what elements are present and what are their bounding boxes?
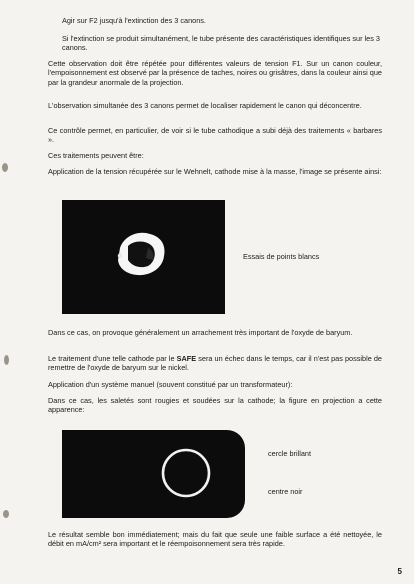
paper-stain — [3, 510, 9, 518]
paragraph-1: Agir sur F2 jusqu'à l'extinction des 3 canons. — [62, 16, 206, 25]
paragraph-12: Le résultat semble bon immédiatement; mais du fait que seule une faible surface a été nettoyée, le débit en mA/cm² sera important et le réempoisonnement sera très rapide. — [48, 530, 382, 549]
paper-stain — [4, 355, 9, 365]
figure-bright-ring — [62, 430, 245, 518]
white-spot-illustration — [62, 200, 225, 314]
page-number: 5 — [397, 567, 402, 576]
paragraph-4: L'observation simultanée des 3 canons permet de localiser rapidement le canon qui déconcentre. — [48, 101, 362, 110]
figure-2-caption-ring: cercle brillant — [268, 449, 311, 458]
safe-label: SAFE — [176, 354, 197, 363]
paragraph-7: Application de la tension récupérée sur le Wehnelt, cathode mise à la masse, l'image se présente ainsi: — [48, 167, 382, 176]
paper-stain — [2, 163, 8, 172]
paragraph-5: Ce contrôle permet, en particulier, de voir si le tube cathodique a subi déjà des traitements « barbares ». — [48, 126, 382, 145]
paragraph-9 — [48, 354, 382, 373]
paragraph-9-text-b: sera un échec dans le temps, car il n'est pas possible de remettre de l'oxyde de baryum sur le nickel. — [48, 354, 382, 373]
figure-white-spot — [62, 200, 225, 314]
figure-1-caption: Essais de points blancs — [243, 252, 320, 261]
bright-ring-illustration — [62, 430, 245, 518]
paragraph-10: Application d'un système manuel (souvent constitué par un transformateur): — [48, 380, 293, 389]
paragraph-2: Si l'extinction se produit simultanément, le tube présente des caractéristiques identifiques sur les 3 canons. — [62, 34, 380, 53]
paragraph-6: Ces traitements peuvent être: — [48, 151, 144, 160]
paragraph-3: Cette observation doit être répétée pour différentes valeurs de tension F1. Sur un canon couleur, l'empoisonnement est observé par la présence de taches, noires ou grisâtres, dans la couleur ainsi que par la grandeur anormale de la projection. — [48, 59, 382, 87]
figure-2-caption-center: centre noir — [268, 487, 303, 496]
paragraph-11: Dans ce cas, les saletés sont rougies et soudées sur la cathode; la figure en projection a cette apparence: — [48, 396, 382, 415]
paragraph-9-text-a: Le traitement d'une telle cathode par le — [48, 354, 177, 363]
paragraph-8: Dans ce cas, on provoque généralement un arrachement très important de l'oxyde de baryum. — [48, 328, 353, 337]
